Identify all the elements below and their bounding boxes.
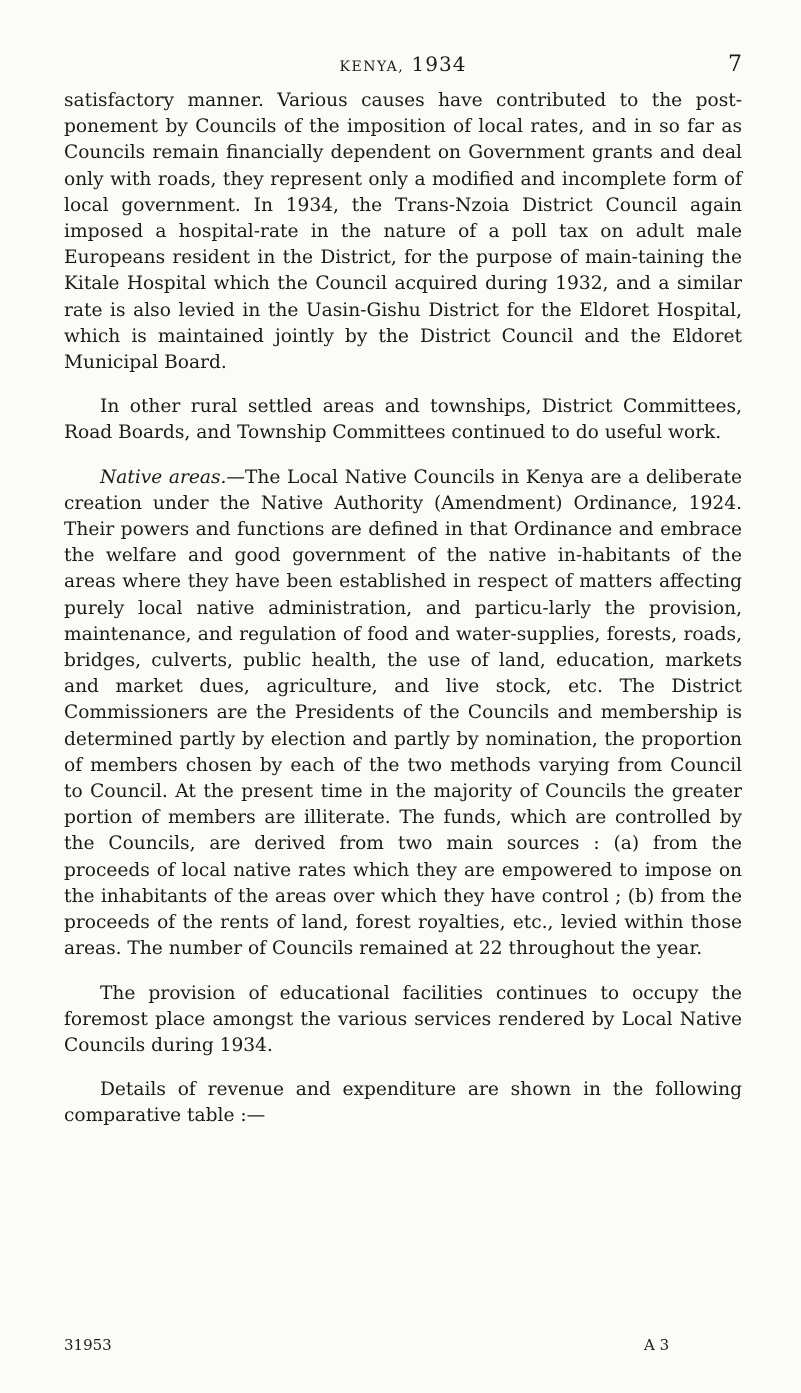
paragraph-local-rates: satisfactory manner. Various causes have contributed to the post-ponement by Councils of the imposition of local rates, and in so far as Councils remain financially dependent on Government grants and deal only with roads, they represent only a modified and incomplete form of local government. In 1934, the Trans-Nzoia District Council again imposed a hospital-rate in the nature of a poll tax on adult male Europeans resident in the District, for the purpose of main-taining the Kitale Hospital which the Council acquired during 1932, and a similar rate is also levied in the Uasin-Gishu District for the Eldoret Hospital, which is maintained jointly by the District Council and the Eldoret Municipal Board. — [64, 90, 742, 374]
running-head — [64, 52, 742, 76]
paragraph-rural-areas: In other rural settled areas and townships, District Committees, Road Boards, and Township Committees continued to do useful work. — [64, 396, 742, 444]
signature-mark: A 3 — [644, 1336, 670, 1354]
paragraph-education: The provision of educational facilities continues to occupy the foremost place amongst the various services rendered by Local Native Councils during 1934. — [64, 982, 742, 1056]
body-text — [64, 88, 742, 1148]
section-heading-native-areas: Native areas. — [100, 466, 227, 488]
page-number: 7 — [728, 52, 742, 77]
page-header — [64, 52, 742, 82]
running-head-year: 1934 — [411, 52, 467, 76]
running-head-country: KENYA, — [339, 59, 405, 75]
paragraph-native-areas — [64, 465, 742, 963]
paragraph-table-intro: Details of revenue and expenditure are shown in the following comparative table :— — [64, 1079, 742, 1127]
native-areas-text: —The Local Native Councils in Kenya are a deliberate creation under the Native Authority (Amendment) Ordinance, 1924. Their powers and functions are defined in that Ordinance and embrace the welfare and good government of the native in-habitants of the areas where they have been established in respect of matters affecting purely local native administration, and particu-larly the provision, maintenance, and regulation of food and water-supplies, forests, roads, bridges, culverts, public health, the use of land, education, markets and market dues, agriculture, and live stock, etc. The District Commissioners are the Presidents of the Councils and membership is determined partly by election and partly by nomination, the proportion of members chosen by each of the two methods varying from Council to Council. At the present time in the majority of Councils the greater portion of members are illiterate. The funds, which are controlled by the Councils, are derived from two main sources : (a) from the proceeds of local native rates which they are empowered to impose on the inhabitants of the areas over which they have control ; (b) from the proceeds of the rents of land, forest royalties, etc., levied within those areas. The number of Councils remained at 22 throughout the year. — [64, 466, 742, 960]
print-code: 31953 — [64, 1336, 112, 1354]
